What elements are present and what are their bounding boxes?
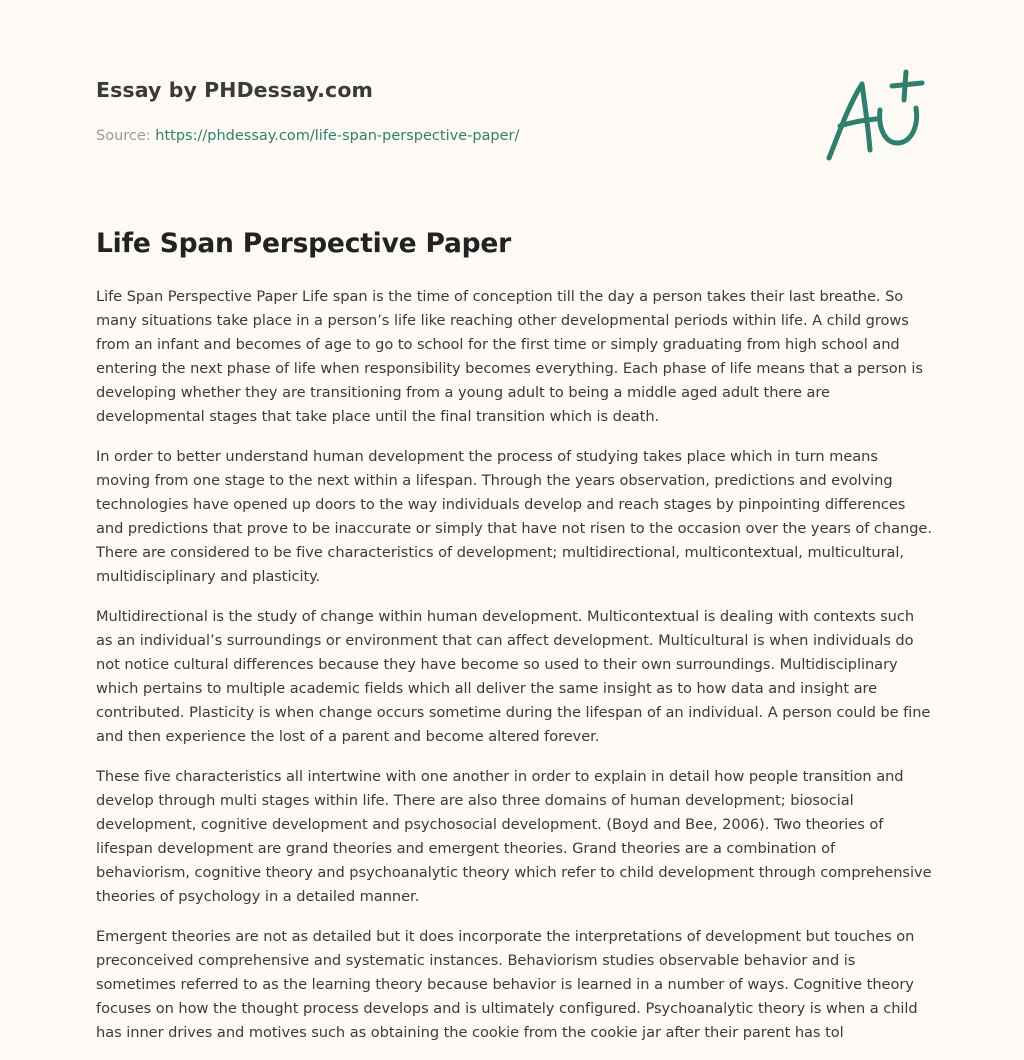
site-title: Essay by PHDessay.com	[96, 78, 373, 102]
source-link[interactable]: https://phdessay.com/life-span-perspective-paper/	[155, 128, 520, 144]
essay-paragraph: In order to better understand human development the process of studying takes place which in turn means moving from one stage to the next within a lifespan. Through the years observation, predictions and evolving technologies have opened up doors to the way individuals develop and reach stages by pinpointing differences and predictions that prove to be inaccurate or simply that have not risen to the occasion over the years of change. There are considered to be five characteristics of development; multidirectional, multicontextual, multicultural, multidisciplinary and plasticity.	[96, 448, 932, 585]
source-line	[96, 126, 796, 146]
a-plus-logo-icon	[818, 66, 928, 166]
essay-paragraph: Emergent theories are not as detailed but it does incorporate the interpretations of development but touches on preconceived comprehensive and systematic instances. Behaviorism studies observable behavior and is sometimes referred to as the learning theory because behavior is learned in a number of ways. Cognitive theory focuses on how the thought process develops and is ultimately configured. Psychoanalytic theory is when a child has inner drives and motives such as obtaining the cookie from the cookie jar after their parent has tol	[96, 928, 918, 1041]
essay-paragraph: Life Span Perspective Paper Life span is the time of conception till the day a person takes their last breathe. So many situations take place in a person’s life like reaching other developmental periods within life. A child grows from an infant and becomes of age to go to school for the first time or simply graduating from high school and entering the next phase of life when responsibility becomes everything. Each phase of life means that a person is developing whether they are transitioning from a young adult to being a middle aged adult there are developmental stages that take place until the final transition which is death.	[96, 288, 923, 425]
essay-paragraph: Multidirectional is the study of change within human development. Multicontextual is dealing with contexts such as an individual’s surroundings or environment that can affect development. Multicultural is when individuals do not notice cultural differences because they have become so used to their own surroundings. Multidisciplinary which pertains to multiple academic fields which all deliver the same insight as to how data and insight are contributed. Plasticity is when change occurs sometime during the lifespan of an individual. A person could be fine and then experience the lost of a parent and become altered forever.	[96, 608, 931, 745]
essay-title: Life Span Perspective Paper	[96, 228, 512, 259]
source-label: Source:	[96, 128, 156, 144]
page-header	[96, 76, 796, 146]
essay-paragraph: These five characteristics all intertwine with one another in order to explain in detail how people transition and develop through multi stages within life. There are also three domains of human development; biosocial development, cognitive development and psychosocial development. (Boyd and Bee, 2006). Two theories of lifespan development are grand theories and emergent theories. Grand theories are a combination of behaviorism, cognitive theory and psychoanalytic theory which refer to child development through comprehensive theories of psychology in a detailed manner.	[96, 768, 932, 905]
essay-body	[96, 285, 932, 1060]
